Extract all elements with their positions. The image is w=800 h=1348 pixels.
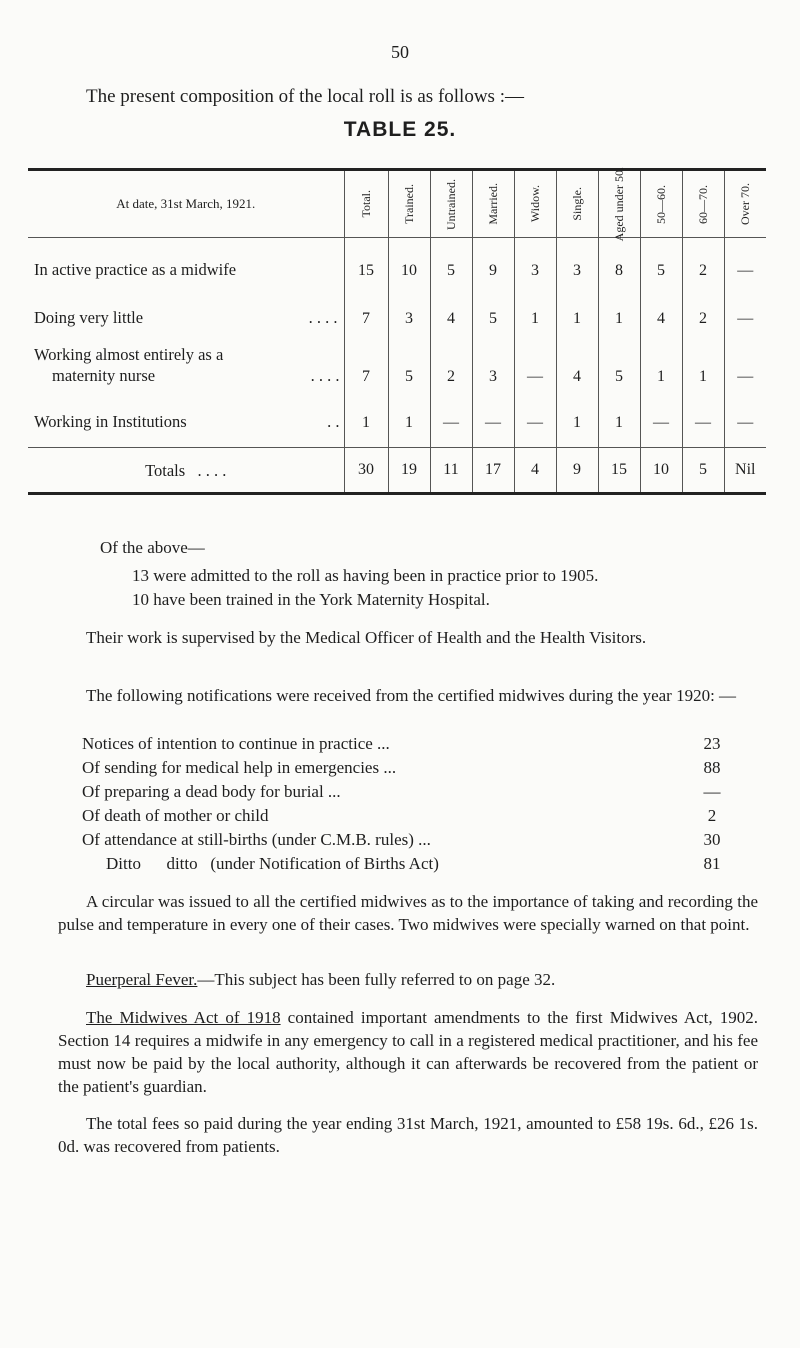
table-cell: — [724,330,766,388]
table-cell: 5 [472,282,514,330]
column-header: 50—60. [640,170,682,238]
table-cell: 2 [430,330,472,388]
page-number: 50 [391,42,409,62]
table-row [28,238,766,282]
table-cell: — [514,330,556,388]
table-cell: 3 [514,238,556,282]
row-label: Working in Institutions . . [34,411,340,431]
table-cell: 1 [556,388,598,434]
table-cell: 15 [344,238,388,282]
intro-text: The present composition of the local roll is as follows :— [86,86,524,107]
table-cell: 1 [598,388,640,434]
fees-paragraph: The total fees so paid during the year ending 31st March, 1921, amounted to £58 19s. 6d., £26 1s. 0d. was recovered from patients. [58,1114,758,1156]
supervision-paragraph: Their work is supervised by the Medical Officer of Health and the Health Visitors. [86,628,647,647]
table-cell: — [724,238,766,282]
spacer-row [28,434,766,448]
table-cell: 1 [640,330,682,388]
totals-cell: 4 [514,448,556,494]
notification-item: Of attendance at still-births (under C.M.B. rules) ... 30 [82,830,721,849]
notification-item: Of preparing a dead body for burial ... — [82,782,721,801]
table-cell: 7 [344,330,388,388]
notification-item: Of death of mother or child 2 [82,806,717,825]
table-cell: 4 [640,282,682,330]
notification-item: Ditto ditto (under Notification of Births Act) 81 [106,854,721,873]
table-cell: 1 [556,282,598,330]
table-cell: 5 [430,238,472,282]
column-header: Married. [472,170,514,238]
act-heading: The Midwives Act of 1918 [86,1008,281,1027]
totals-label: Totals . . . . [28,448,344,494]
table-cell: — [430,388,472,434]
above-line-1: 13 were admitted to the roll as having been in practice prior to 1905. [132,566,599,585]
totals-cell: 11 [430,448,472,494]
column-header: Over 70. [724,170,766,238]
table-row [28,330,766,388]
table-cell: — [724,388,766,434]
table-cell: 8 [598,238,640,282]
above-line-2: 10 have been trained in the York Maternity Hospital. [132,590,490,609]
column-header: Total. [344,170,388,238]
table-cell: 5 [640,238,682,282]
table-header-row [28,170,766,238]
table-cell: 5 [598,330,640,388]
act-paragraph: The Midwives Act of 1918 contained important amendments to the first Midwives Act, 1902. Section 14 requires a midwife in any emergency to call in a registered medical practitioner, and his fee must now be paid by the local authority, although it can afterwards be recovered from the patient or the patient's guardian. [58,1008,758,1096]
column-header: Widow. [514,170,556,238]
puerperal-heading: Puerperal Fever. [86,970,198,989]
table-cell: 1 [344,388,388,434]
column-header: Untrained. [430,170,472,238]
row-label: Working almost entirely as a maternity nurse . . . . [34,344,340,385]
table-cell: 7 [344,282,388,330]
notifications-intro: The following notifications were received from the certified midwives during the year 1920: — [86,686,737,705]
table-cell: 1 [388,388,430,434]
table-cell: 4 [556,330,598,388]
table-row [28,388,766,434]
table-cell: — [640,388,682,434]
table-cell: 3 [388,282,430,330]
notification-item: Of sending for medical help in emergencies ... 88 [82,758,721,777]
column-header: Aged under 50. [598,170,640,238]
row-label: In active practice as a midwife [34,259,237,279]
table-cell: 2 [682,282,724,330]
column-header: 60—70. [682,170,724,238]
table-cell: 2 [682,238,724,282]
table-cell: 1 [682,330,724,388]
above-heading: Of the above— [100,538,205,557]
table-cell: 9 [472,238,514,282]
totals-cell: Nil [724,448,766,494]
table-cell: 1 [598,282,640,330]
table-cell: — [514,388,556,434]
totals-cell: 17 [472,448,514,494]
circular-paragraph: A circular was issued to all the certified midwives as to the importance of taking and recording the pulse and temperature in every one of their cases. Two midwives were specially warned on that point. [58,892,758,934]
row-label: Doing very little . . . . [34,307,338,327]
table-cell: 10 [388,238,430,282]
puerperal-paragraph: Puerperal Fever.—This subject has been fully referred to on page 32. [86,970,556,989]
totals-cell: 19 [388,448,430,494]
date-header: At date, 31st March, 1921. [28,170,344,238]
totals-cell: 30 [344,448,388,494]
midwives-roll-table [28,168,766,495]
totals-cell: 10 [640,448,682,494]
table-cell: 1 [514,282,556,330]
totals-cell: 5 [682,448,724,494]
totals-cell: 9 [556,448,598,494]
table-cell: — [724,282,766,330]
totals-cell: 15 [598,448,640,494]
table-cell: 3 [472,330,514,388]
table-cell: 3 [556,238,598,282]
column-header: Single. [556,170,598,238]
table-row [28,282,766,330]
table-cell: 5 [388,330,430,388]
table-cell: — [472,388,514,434]
table-cell: — [682,388,724,434]
column-header: Trained. [388,170,430,238]
totals-row [28,448,766,494]
notification-item: Notices of intention to continue in practice ... 23 [82,734,721,753]
table-title: TABLE 25. [343,118,457,141]
table-cell: 4 [430,282,472,330]
